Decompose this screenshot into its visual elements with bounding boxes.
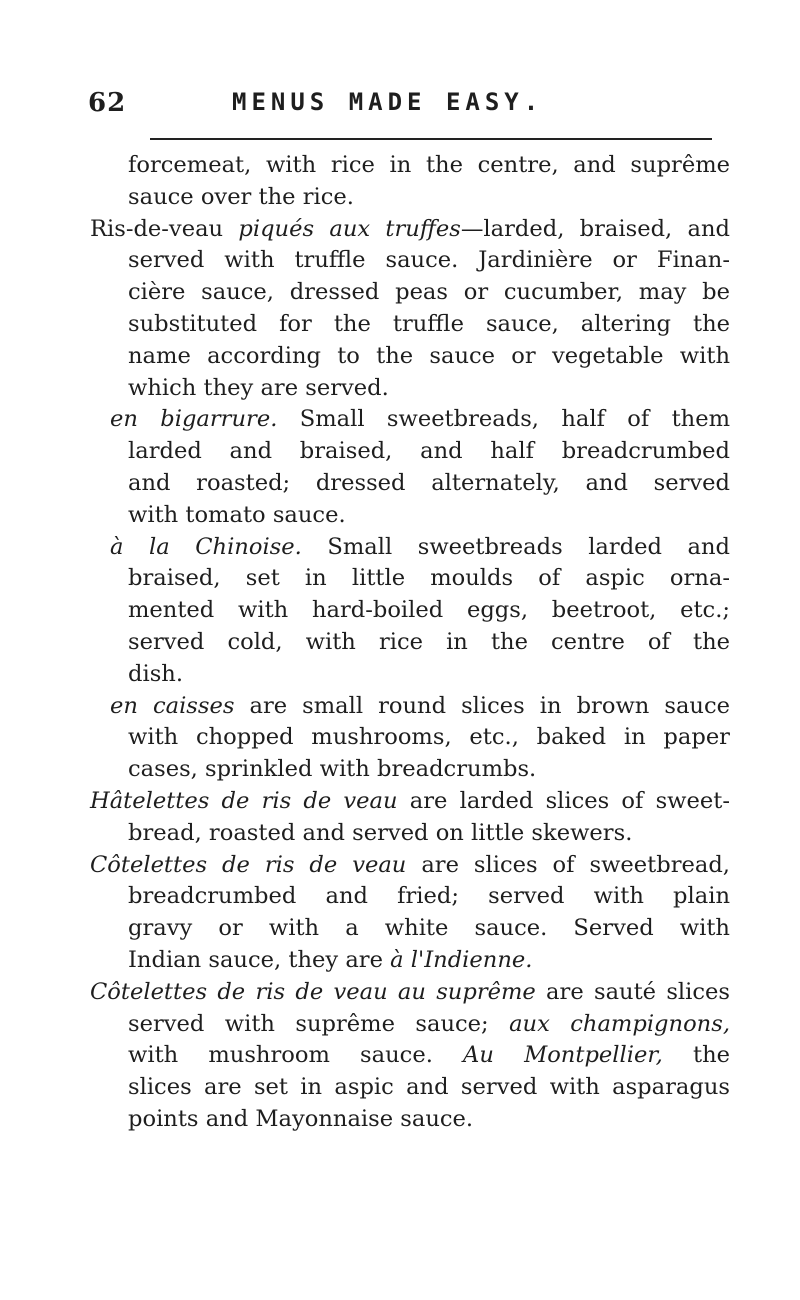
text-line (90, 373, 730, 405)
italic-text: en caisses (110, 692, 235, 719)
italic-text: Côtelettes de ris de veau au suprême (90, 978, 536, 1005)
text-line (90, 1009, 730, 1041)
text-run: cière sauce, dressed peas or cucumber, may be (128, 279, 730, 306)
italic-text: aux champignons, (509, 1010, 730, 1037)
text-line (90, 436, 730, 468)
text-line (90, 659, 730, 691)
text-line (90, 977, 730, 1009)
text-line (90, 881, 730, 913)
text-line (90, 754, 730, 786)
text-run: are slices of sweetbread, (406, 851, 730, 878)
text-run: cases, sprinkled with breadcrumbs. (128, 756, 537, 783)
italic-text: Hâtelettes de ris de veau (90, 787, 398, 814)
text-line (90, 945, 730, 977)
text-run: served with truffle sauce. Jardinière or Finan- (128, 247, 730, 274)
text-line (90, 786, 730, 818)
text-line (90, 627, 730, 659)
text-run: Small sweetbreads, half of them (277, 406, 730, 433)
text-run: are larded slices of sweet- (397, 787, 730, 814)
text-run: sauce over the rice. (128, 183, 354, 210)
text-run: bread, roasted and served on little skewers. (128, 819, 633, 846)
text-line (90, 691, 730, 723)
text-line (90, 563, 730, 595)
text-run: substituted for the truffle sauce, altering the (128, 310, 730, 337)
text-run: served cold, with rice in the centre of the (128, 628, 730, 655)
italic-text: en bigarrure. (110, 406, 278, 433)
text-line (90, 1040, 730, 1072)
text-line (90, 722, 730, 754)
page-number: 62 (88, 88, 127, 118)
text-line (90, 818, 730, 850)
text-run: breadcrumbed and fried; served with plain (128, 883, 730, 910)
text-run: mented with hard-boiled eggs, beetroot, etc.; (128, 597, 730, 624)
text-line (90, 913, 730, 945)
italic-text: à la Chinoise. (110, 533, 302, 560)
text-run: Ris-de-veau (90, 215, 239, 242)
text-line (90, 309, 730, 341)
text-line (90, 150, 730, 182)
text-line (90, 532, 730, 564)
text-line (90, 1104, 730, 1136)
text-run: larded and braised, and half breadcrumbed (128, 438, 730, 465)
text-run: slices are set in aspic and served with asparagus (128, 1074, 730, 1101)
text-line (90, 182, 730, 214)
italic-text: Côtelettes de ris de veau (90, 851, 407, 878)
text-line (90, 341, 730, 373)
text-run: are sauté slices (535, 978, 730, 1005)
text-run: with mushroom sauce. (128, 1042, 464, 1069)
text-run: —larded, braised, and (460, 215, 731, 242)
text-run: dish. (128, 660, 184, 687)
text-run: and roasted; dressed alternately, and served (128, 469, 730, 496)
text-run: the (662, 1042, 730, 1069)
text-run: which they are served. (128, 374, 389, 401)
text-line (90, 468, 730, 500)
italic-text: à l'Indienne. (390, 946, 533, 973)
text-line (90, 850, 730, 882)
text-line (90, 500, 730, 532)
text-run: forcemeat, with rice in the centre, and suprême (128, 152, 730, 178)
text-run: braised, set in little moulds of aspic orna- (128, 565, 730, 592)
text-line (90, 404, 730, 436)
text-line (90, 214, 730, 246)
text-line (90, 595, 730, 627)
italic-text: Au Montpellier, (463, 1042, 663, 1069)
text-line (90, 1072, 730, 1104)
body-text (90, 150, 730, 1136)
text-run: served with suprême sauce; (128, 1010, 510, 1037)
header-rule (150, 138, 712, 140)
text-run: Indian sauce, they are (128, 946, 391, 973)
text-line (90, 277, 730, 309)
text-line (90, 245, 730, 277)
text-run: with chopped mushrooms, etc., baked in paper (128, 724, 730, 751)
text-run: with tomato sauce. (128, 501, 346, 528)
italic-text: piqués aux truffes (238, 215, 461, 242)
text-run: gravy or with a white sauce. Served with (128, 915, 730, 942)
text-run: name according to the sauce or vegetable with (128, 342, 730, 369)
running-title: MENUS MADE EASY. (232, 88, 544, 116)
text-run: are small round slices in brown sauce (234, 692, 730, 719)
text-run: Small sweetbreads larded and (301, 533, 731, 560)
text-run: points and Mayonnaise sauce. (128, 1105, 474, 1132)
